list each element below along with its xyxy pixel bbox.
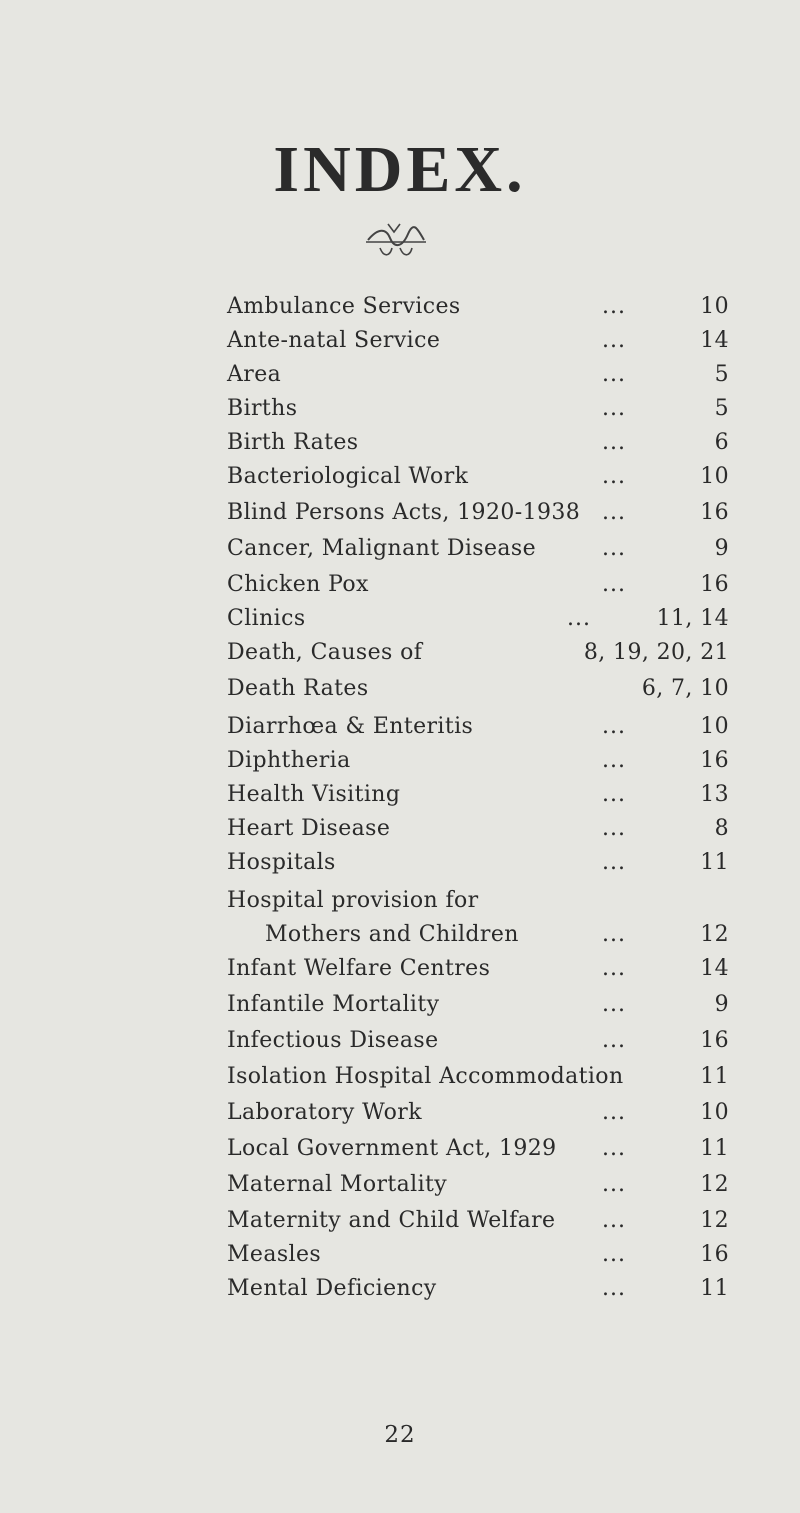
entry-pages: 11 [700, 1276, 729, 1301]
dot-leader: ... [602, 748, 626, 773]
entry-label: Births [227, 396, 298, 421]
index-entry [227, 604, 729, 634]
entry-label: Hospitals [227, 850, 336, 875]
entry-pages: 16 [700, 1028, 729, 1053]
entry-label: Maternity and Child Welfare [227, 1208, 556, 1233]
entry-label: Measles [227, 1242, 322, 1267]
index-entry [227, 954, 729, 984]
dot-leader: ... [602, 1172, 626, 1197]
index-entry [227, 428, 729, 458]
index-entry [227, 712, 729, 742]
entry-pages: 16 [700, 1242, 729, 1267]
entry-pages: 8 [714, 816, 729, 841]
dot-leader: ... [602, 430, 626, 455]
dot-leader: ... [602, 500, 626, 525]
index-entry [227, 638, 729, 668]
dot-leader: ... [602, 1276, 626, 1301]
entry-pages: 11 [700, 850, 729, 875]
dot-leader: ... [602, 1100, 626, 1125]
index-entry [227, 1206, 729, 1236]
dot-leader: ... [602, 294, 626, 319]
entry-label: Infectious Disease [227, 1028, 439, 1053]
entry-pages: 13 [700, 782, 729, 807]
index-entry [227, 780, 729, 810]
index-entry [227, 990, 729, 1020]
entry-pages: 10 [700, 464, 729, 489]
entry-pages: 11, 14 [656, 606, 729, 631]
entry-pages: 12 [700, 1172, 729, 1197]
entry-label: Diarrhœa & Enteritis [227, 714, 474, 739]
dot-leader: ... [602, 992, 626, 1017]
entry-label-sub: Mothers and Children [265, 922, 519, 947]
entry-pages: 5 [714, 396, 729, 421]
dot-leader: ... [602, 362, 626, 387]
entry-pages: 16 [700, 572, 729, 597]
index-entry [227, 292, 729, 322]
entry-label: Chicken Pox [227, 572, 369, 597]
entry-pages: 12 [700, 922, 729, 947]
entry-label: Death, Causes of [227, 640, 423, 665]
entry-label: Clinics [227, 606, 306, 631]
entry-label: Infantile Mortality [227, 992, 440, 1017]
entry-pages: 12 [700, 1208, 729, 1233]
dot-leader: ... [602, 922, 626, 947]
entry-pages: 14 [700, 956, 729, 981]
dot-leader: ... [602, 536, 626, 561]
dot-leader: ... [602, 464, 626, 489]
dot-leader: ... [602, 1242, 626, 1267]
entry-label: Infant Welfare Centres [227, 956, 491, 981]
index-entry [227, 326, 729, 356]
dot-leader: ... [602, 1208, 626, 1233]
entry-pages: 11 [700, 1136, 729, 1161]
entry-pages: 10 [700, 1100, 729, 1125]
entry-label: Ambulance Services [227, 294, 461, 319]
dot-leader: ... [602, 1136, 626, 1161]
page-number: 22 [384, 1422, 416, 1448]
entry-pages: 16 [700, 500, 729, 525]
ornament-flourish-icon [360, 218, 430, 262]
index-entry [227, 360, 729, 390]
entry-label: Health Visiting [227, 782, 401, 807]
index-entry [227, 394, 729, 424]
dot-leader: ... [602, 956, 626, 981]
entry-pages: 9 [714, 992, 729, 1017]
index-entry [227, 1170, 729, 1200]
entry-label: Birth Rates [227, 430, 359, 455]
index-entry [227, 498, 729, 528]
index-entry [227, 1134, 729, 1164]
entry-label: Ante-natal Service [227, 328, 441, 353]
entry-pages: 8, 19, 20, 21 [583, 640, 729, 665]
entry-label: Heart Disease [227, 816, 391, 841]
index-entry [227, 1098, 729, 1128]
index-entry [227, 570, 729, 600]
entry-pages: 5 [714, 362, 729, 387]
index-entry [227, 534, 729, 564]
entry-label: Local Government Act, 1929 [227, 1136, 557, 1161]
dot-leader: ... [602, 714, 626, 739]
index-entry [227, 814, 729, 844]
entry-label: Area [227, 362, 282, 387]
dot-leader: ... [602, 850, 626, 875]
index-entry [227, 848, 729, 878]
index-entry [227, 1274, 729, 1304]
entry-pages: 9 [714, 536, 729, 561]
page-title: INDEX. [273, 133, 527, 207]
entry-pages: 16 [700, 748, 729, 773]
dot-leader: ... [602, 1028, 626, 1053]
entry-label: Maternal Mortality [227, 1172, 448, 1197]
dot-leader: ... [602, 782, 626, 807]
entry-label: Blind Persons Acts, 1920-1938 [227, 500, 581, 525]
entry-pages: 10 [700, 714, 729, 739]
index-entry [227, 1026, 729, 1056]
entry-pages: 11 [700, 1064, 729, 1089]
dot-leader: ... [567, 606, 591, 631]
entry-label: Isolation Hospital Accommodation [227, 1064, 624, 1089]
dot-leader: ... [602, 572, 626, 597]
entry-label: Mental Deficiency [227, 1276, 437, 1301]
entry-pages: 6 [714, 430, 729, 455]
index-entry [227, 674, 729, 704]
dot-leader: ... [602, 816, 626, 841]
entry-pages: 14 [700, 328, 729, 353]
entry-label-main: Hospital provision for [227, 888, 479, 913]
entry-label: Laboratory Work [227, 1100, 422, 1125]
index-entry [227, 746, 729, 776]
index-entry [227, 1240, 729, 1270]
index-entry [227, 462, 729, 492]
dot-leader: ... [602, 328, 626, 353]
entry-pages: 6, 7, 10 [641, 676, 729, 701]
entry-label: Diphtheria [227, 748, 351, 773]
entry-label: Bacteriological Work [227, 464, 469, 489]
index-entry [227, 888, 729, 950]
entry-pages: 10 [700, 294, 729, 319]
entry-label: Cancer, Malignant Disease [227, 536, 537, 561]
entry-label: Death Rates [227, 676, 369, 701]
index-entry [227, 1062, 729, 1092]
dot-leader: ... [602, 396, 626, 421]
